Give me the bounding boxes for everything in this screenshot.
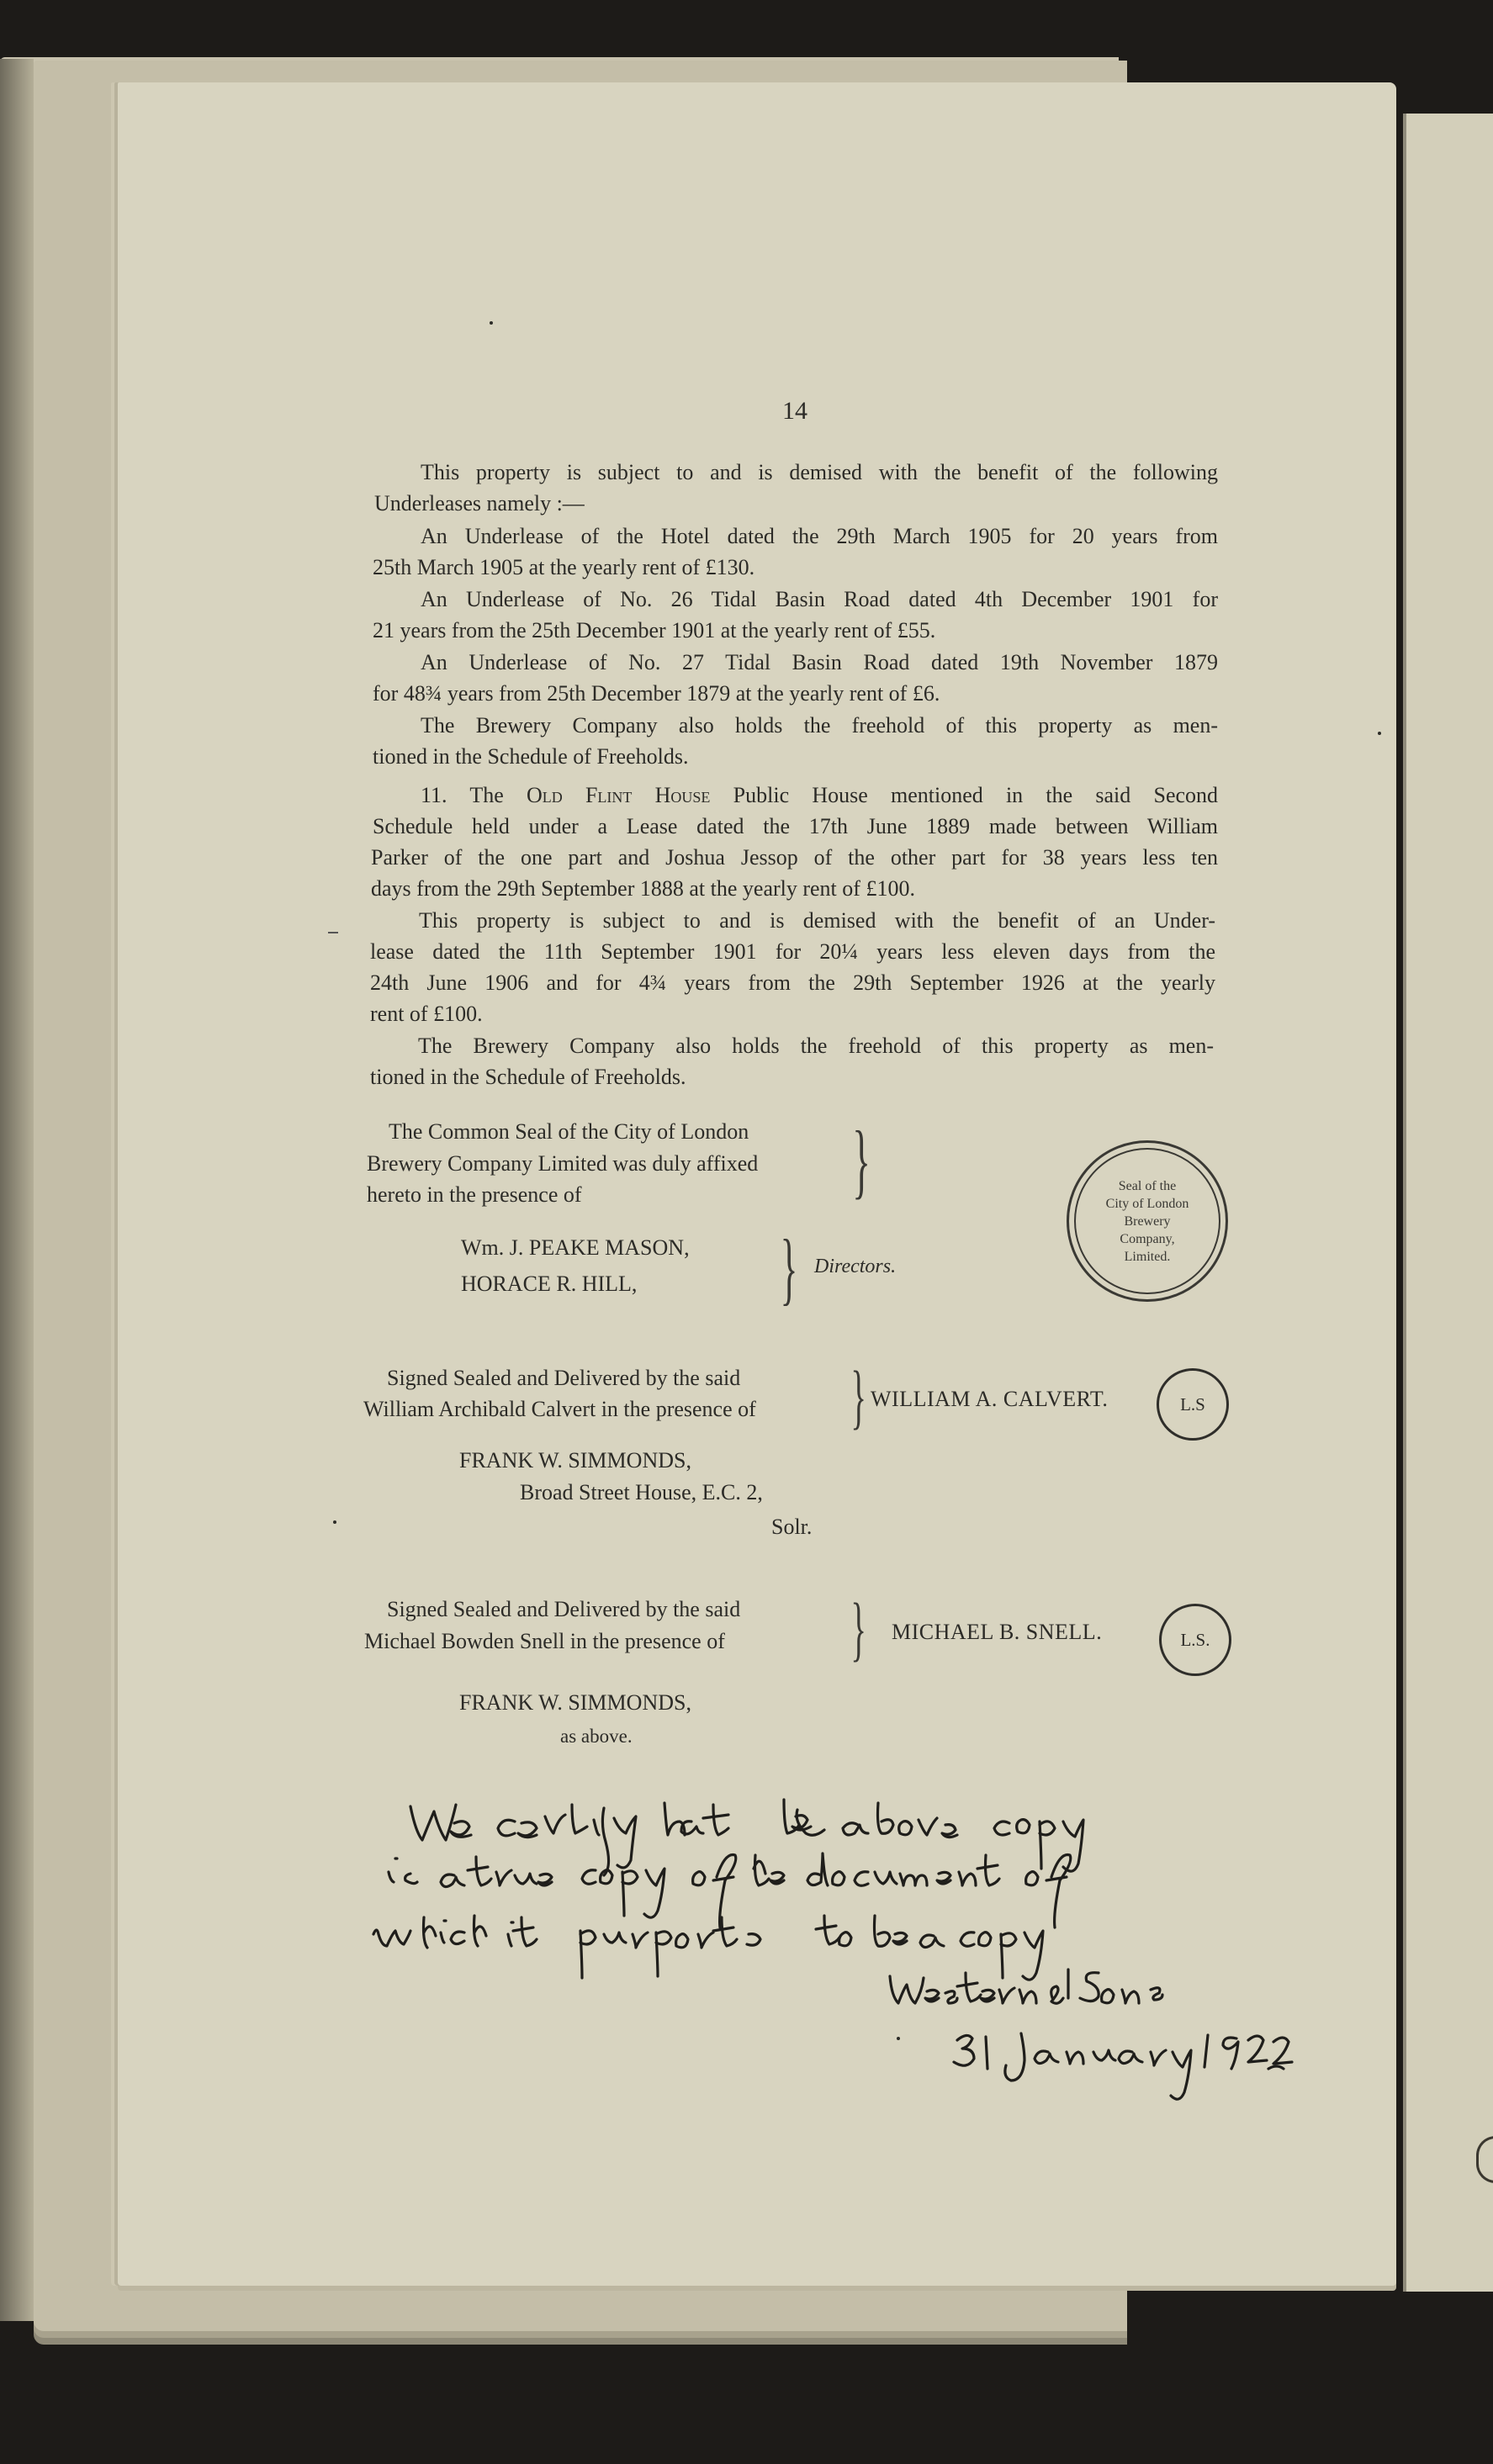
calvert-ls-text: L.S: [1180, 1393, 1205, 1414]
seal-block-line2: Brewery Company Limited was duly affixed: [367, 1151, 759, 1176]
para7-line2: lease dated the 11th September 1901 for 20¼ years less eleven days from the: [370, 939, 1215, 964]
para2-line2: 25th March 1905 at the yearly rent of £130.: [373, 555, 755, 579]
calvert-line1: Signed Sealed and Delivered by the said: [387, 1366, 741, 1390]
para6-line4: days from the 29th September 1888 at the yearly rent of £100.: [371, 876, 915, 901]
para7-line4: rent of £100.: [370, 1002, 483, 1026]
calvert-witness: FRANK W. SIMMONDS,: [459, 1448, 691, 1473]
para4-line2: for 48¾ years from 25th December 1879 at the yearly rent of £6.: [373, 681, 940, 706]
para8-line1: The Brewery Company also holds the freehold of this property as men-: [418, 1034, 1214, 1058]
snell-ls-text: L.S.: [1180, 1629, 1210, 1650]
calvert-witness-title: Solr.: [771, 1515, 813, 1539]
para6-line1-rest: Public House mentioned in the said Second: [733, 783, 1219, 807]
snell-witness-note: as above.: [560, 1726, 633, 1747]
para3-line2: 21 years from the 25th December 1901 at the yearly rent of £55.: [373, 618, 936, 642]
calvert-line2: William Archibald Calvert in the presence of: [363, 1397, 756, 1421]
para2-line1: An Underlease of the Hotel dated the 29th March 1905 for 20 years from: [421, 524, 1218, 548]
seal-block-brace: }: [852, 1113, 871, 1207]
para7-line1: This property is subject to and is demised with the benefit of an Under-: [419, 908, 1215, 933]
para6-word-the: The: [469, 783, 504, 807]
calvert-signatory: WILLIAM A. CALVERT.: [871, 1387, 1109, 1411]
seal-block-line3: hereto in the presence of: [367, 1182, 582, 1207]
snell-witness: FRANK W. SIMMONDS,: [459, 1690, 691, 1715]
para4-line1: An Underlease of No. 27 Tidal Basin Road dated 19th November 1879: [421, 650, 1218, 674]
snell-line2: Michael Bowden Snell in the presence of: [364, 1629, 725, 1653]
para6-line3: Parker of the one part and Joshua Jessop of the other part for 38 years less ten: [371, 845, 1218, 870]
property-name: Old Flint House: [526, 783, 711, 807]
para6-line2: Schedule held under a Lease dated the 17th June 1889 made between William: [373, 814, 1218, 838]
para7-line3: 24th June 1906 and for 4¾ years from the 29th September 1926 at the yearly: [370, 970, 1215, 995]
para5-line2: tioned in the Schedule of Freeholds.: [373, 744, 689, 769]
page-number: 14: [782, 397, 807, 425]
para1-line1: This property is subject to and is demised with the benefit of the following: [421, 460, 1218, 484]
directors-label: Directors.: [814, 1256, 897, 1277]
calvert-brace: }: [850, 1356, 866, 1436]
director-2: HORACE R. HILL,: [461, 1272, 638, 1296]
directors-brace: }: [780, 1223, 798, 1313]
snell-brace: }: [850, 1588, 866, 1668]
para3-line1: An Underlease of No. 26 Tidal Basin Road dated 4th December 1901 for: [421, 587, 1218, 611]
para8-line2: tioned in the Schedule of Freeholds.: [370, 1065, 686, 1089]
seal-block-line1: The Common Seal of the City of London: [389, 1119, 749, 1144]
snell-line1: Signed Sealed and Delivered by the said: [387, 1597, 741, 1621]
company-seal-text: Seal of the City of London Brewery Company, Limited.: [1105, 1178, 1189, 1264]
calvert-witness-address: Broad Street House, E.C. 2,: [520, 1480, 763, 1504]
snell-signatory: MICHAEL B. SNELL.: [892, 1620, 1103, 1644]
item-number: 11.: [421, 783, 447, 807]
para5-line1: The Brewery Company also holds the freehold of this property as men-: [421, 713, 1218, 738]
para1-line2: Underleases namely :—: [374, 491, 585, 516]
director-1: Wm. J. PEAKE MASON,: [461, 1235, 690, 1260]
